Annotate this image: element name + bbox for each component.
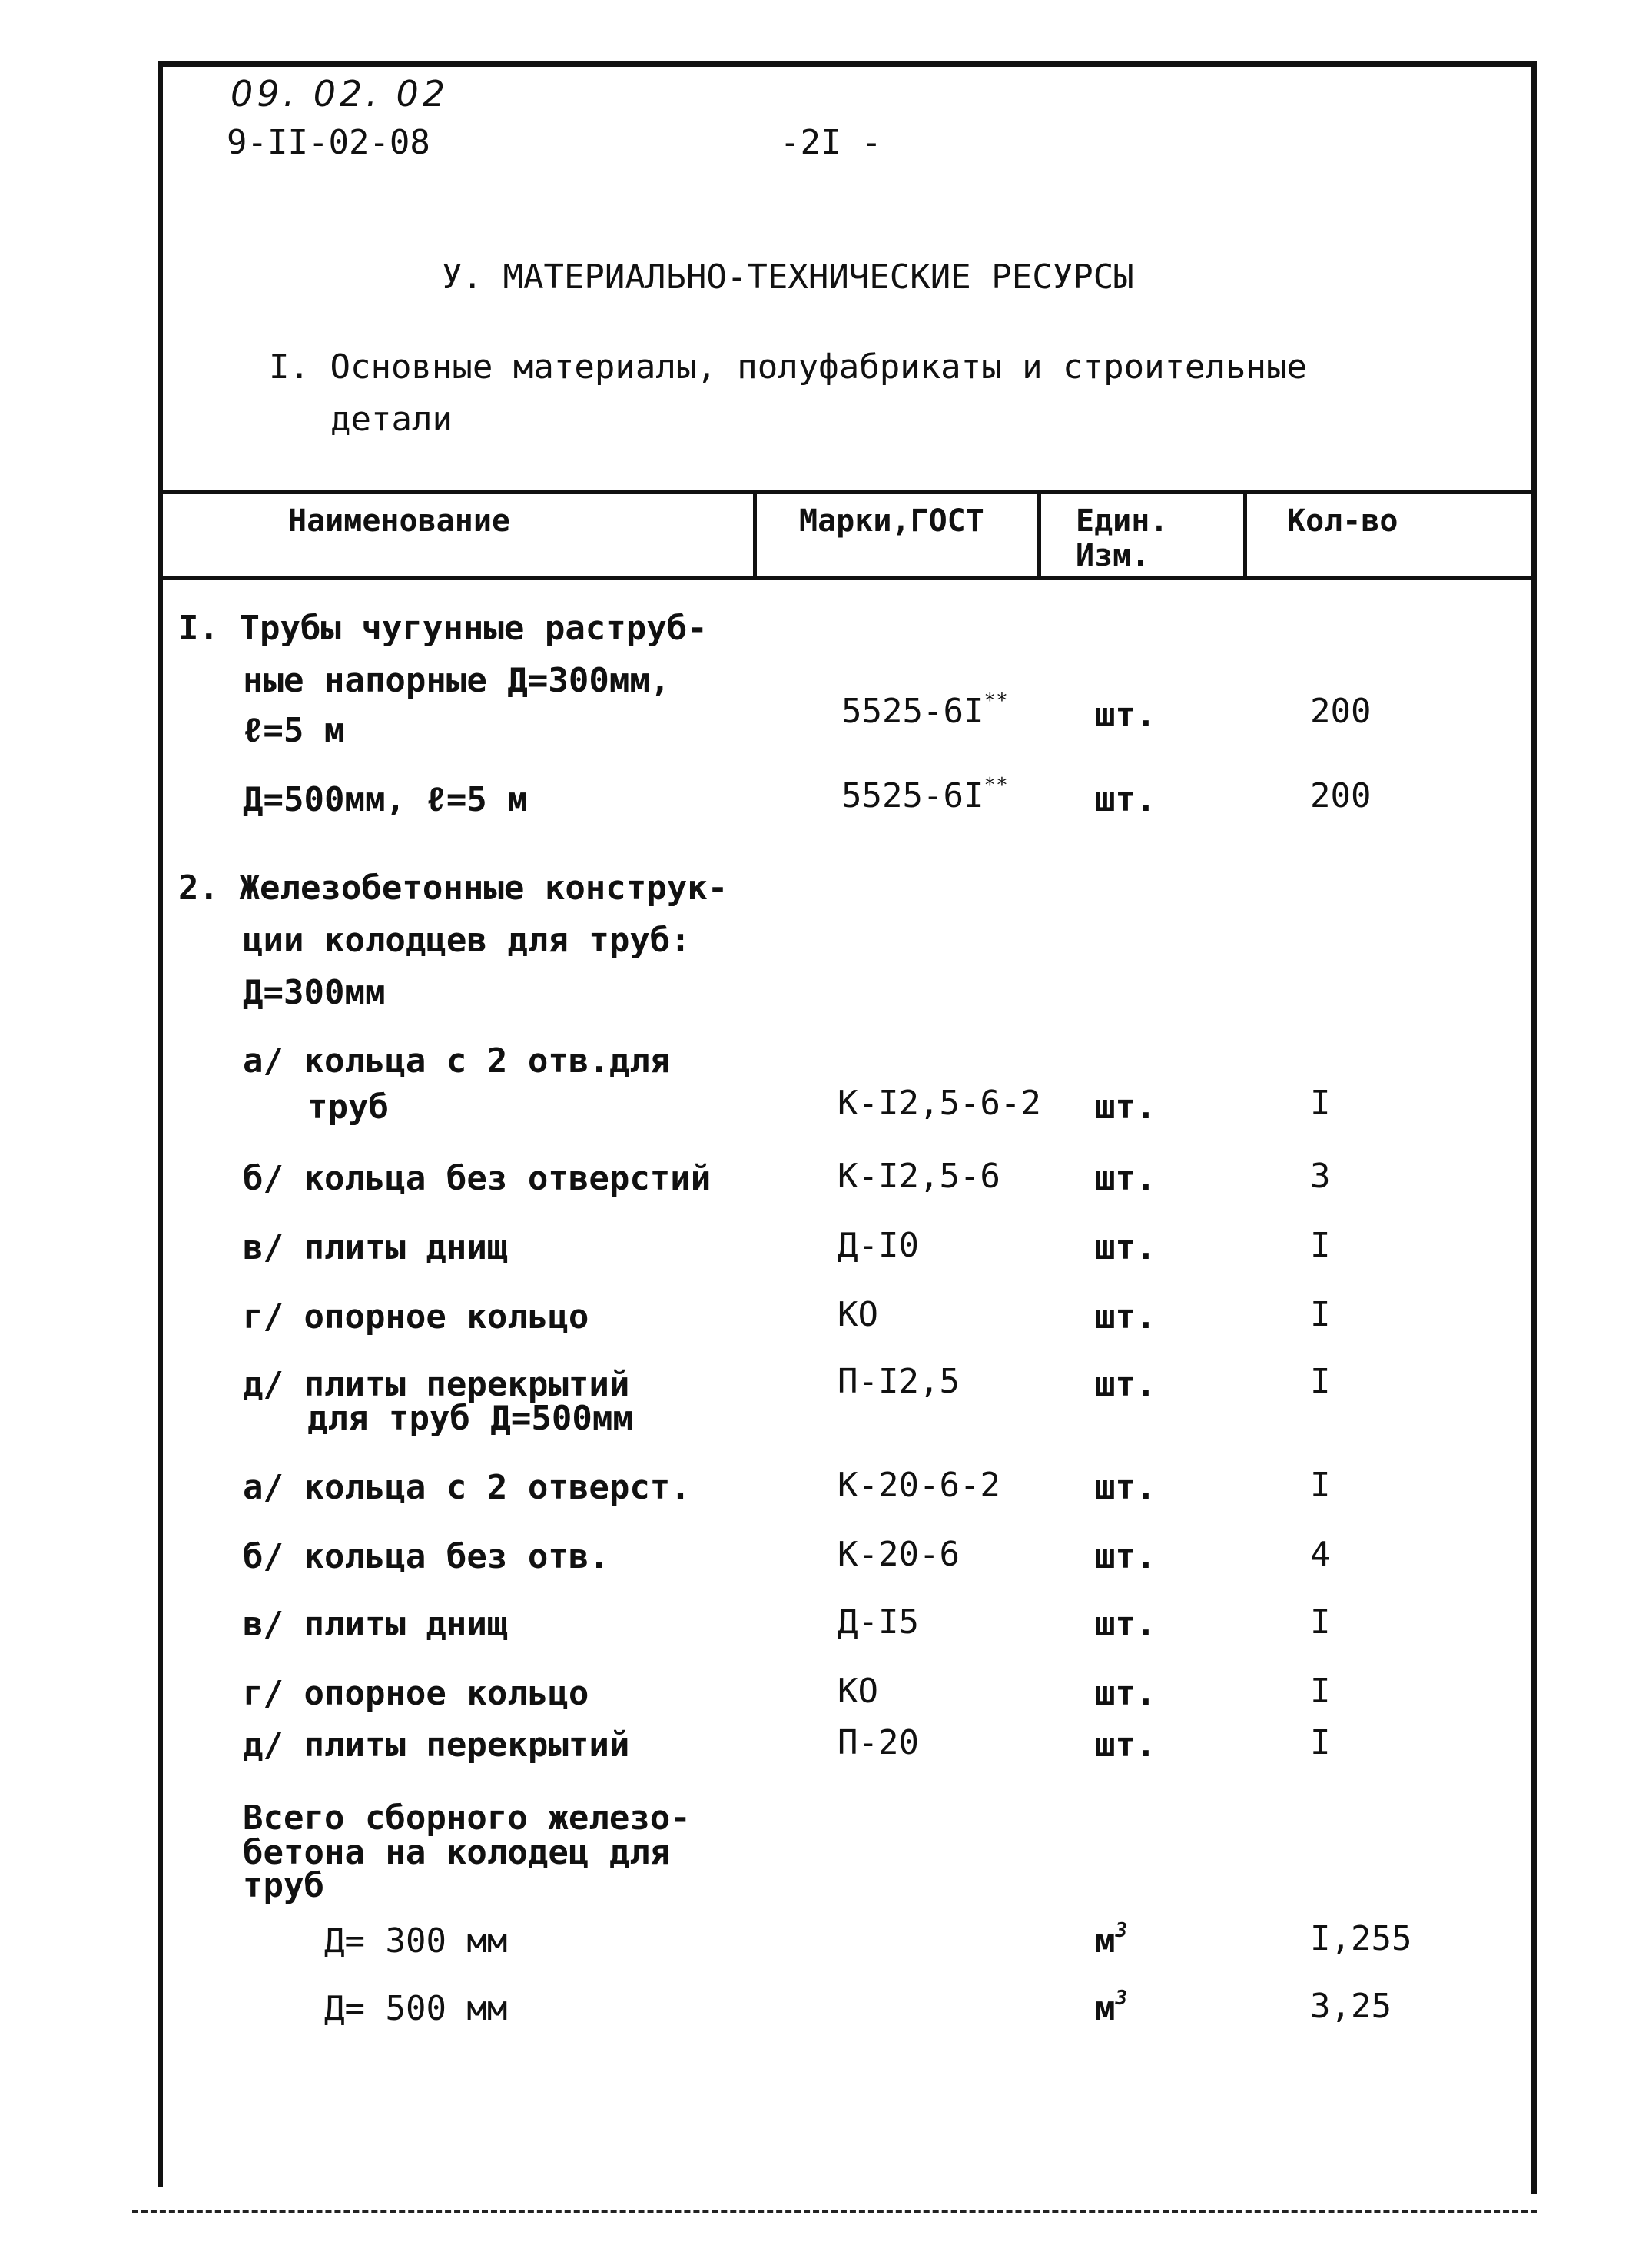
row-mark: К-I2,5-6-2 (838, 1084, 1041, 1123)
row-qty: 4 (1310, 1535, 1331, 1574)
document-code: 9-II-02-08 (227, 123, 430, 162)
row-text: а/ кольца с 2 отверст. (243, 1468, 691, 1507)
handwritten-code: 09. 02. 02 (231, 73, 449, 115)
frame-top-border (158, 61, 1537, 67)
row-unit: шт. (1095, 1087, 1156, 1127)
row-mark: К-I2,5-6 (838, 1157, 1000, 1196)
section-subtitle-line1: I. Основные материалы, полуфабрикаты и строительные (269, 347, 1308, 387)
row-mark: К-20-6 (838, 1535, 960, 1574)
header-unit-line1: Един. (1076, 503, 1169, 539)
row-unit: шт. (1095, 1297, 1156, 1337)
row-text: д/ плиты перекрытий (243, 1365, 630, 1404)
row-qty: I (1310, 1226, 1331, 1265)
row-text: д/ плиты перекрытий (243, 1725, 630, 1765)
total-row-qty: 3,25 (1310, 1987, 1392, 2026)
row-text: ℓ=5 м (243, 711, 345, 750)
row-unit: шт. (1095, 1468, 1156, 1507)
row-text: б/ кольца без отв. (243, 1537, 609, 1576)
header-unit-line2: Изм. (1076, 538, 1150, 573)
row-text: б/ кольца без отверстий (243, 1159, 712, 1198)
row-unit: шт. (1095, 1674, 1156, 1713)
row-text: Д=500мм, ℓ=5 м (243, 780, 528, 819)
total-row-unit: $м^3$ (1095, 1987, 1128, 2028)
row-mark: 5525-6I** (841, 774, 1008, 815)
frame-left-border (158, 61, 163, 2187)
total-text-line1: Всего сборного железо- (243, 1798, 691, 1838)
row-mark: Д-I5 (838, 1602, 919, 1642)
frame-bottom-border (132, 2210, 1537, 2213)
section-subtitle-line2: детали (330, 400, 453, 439)
row-text: а/ кольца с 2 отв.для (243, 1041, 671, 1081)
total-text-line3: труб (243, 1866, 324, 1905)
row-qty: 200 (1310, 692, 1372, 731)
row-unit: шт. (1095, 1159, 1156, 1198)
row-text: ции колодцев для труб: (243, 921, 691, 960)
row-qty: I (1310, 1362, 1331, 1401)
total-row-unit: $м^3$ (1095, 1919, 1128, 1961)
row-mark: КО (838, 1295, 878, 1334)
row-unit: шт. (1095, 780, 1156, 819)
row-qty: 3 (1310, 1157, 1331, 1196)
total-text-line2: бетона на колодец для (243, 1833, 671, 1872)
row-qty: I (1310, 1672, 1331, 1711)
row-text: 2. Железобетонные конструк- (178, 868, 728, 908)
frame-right-border (1531, 61, 1537, 2194)
row-mark: КО (838, 1672, 878, 1711)
table-header-divider-2 (1037, 492, 1041, 578)
row-text: ные напорные Д=300мм, (243, 661, 671, 700)
row-unit: шт. (1095, 1228, 1156, 1267)
row-text: для труб Д=500мм (307, 1399, 633, 1438)
row-mark: 5525-6I** (841, 689, 1008, 731)
row-mark: К-20-6-2 (838, 1466, 1000, 1505)
row-text: г/ опорное кольцо (243, 1297, 589, 1337)
row-qty: I (1310, 1602, 1331, 1642)
row-unit: шт. (1095, 696, 1156, 735)
row-unit: шт. (1095, 1365, 1156, 1404)
header-mark: Марки,ГОСТ (799, 503, 984, 539)
row-text: труб (307, 1087, 389, 1127)
table-header-divider-3 (1243, 492, 1247, 578)
row-mark: П-20 (838, 1723, 919, 1762)
row-mark: П-I2,5 (838, 1362, 960, 1401)
row-unit: шт. (1095, 1605, 1156, 1644)
table-header-divider-1 (753, 492, 757, 578)
row-unit: шт. (1095, 1725, 1156, 1765)
header-name: Наименование (288, 503, 510, 539)
row-text: в/ плиты днищ (243, 1605, 508, 1644)
row-qty: I (1310, 1084, 1331, 1123)
row-unit: шт. (1095, 1537, 1156, 1576)
row-text: г/ опорное кольцо (243, 1674, 589, 1713)
row-text: Д=300мм (243, 973, 386, 1012)
row-text: I. Трубы чугунные раструб- (178, 609, 708, 648)
table-header-top-line (158, 490, 1537, 494)
row-mark: Д-I0 (838, 1226, 919, 1265)
total-row-text: Д= 500 мм (324, 1989, 508, 2028)
row-qty: 200 (1310, 776, 1372, 815)
table-header-bottom-line (158, 576, 1537, 580)
row-text: в/ плиты днищ (243, 1228, 508, 1267)
row-qty: I (1310, 1295, 1331, 1334)
total-row-qty: I,255 (1310, 1919, 1412, 1958)
header-qty: Кол-во (1287, 503, 1398, 539)
page-number: -2I - (780, 123, 882, 162)
row-qty: I (1310, 1723, 1331, 1762)
section-title: У. МАТЕРИАЛЬНО-ТЕХНИЧЕСКИЕ РЕСУРСЫ (442, 257, 1134, 297)
row-qty: I (1310, 1466, 1331, 1505)
total-row-text: Д= 300 мм (324, 1921, 508, 1961)
